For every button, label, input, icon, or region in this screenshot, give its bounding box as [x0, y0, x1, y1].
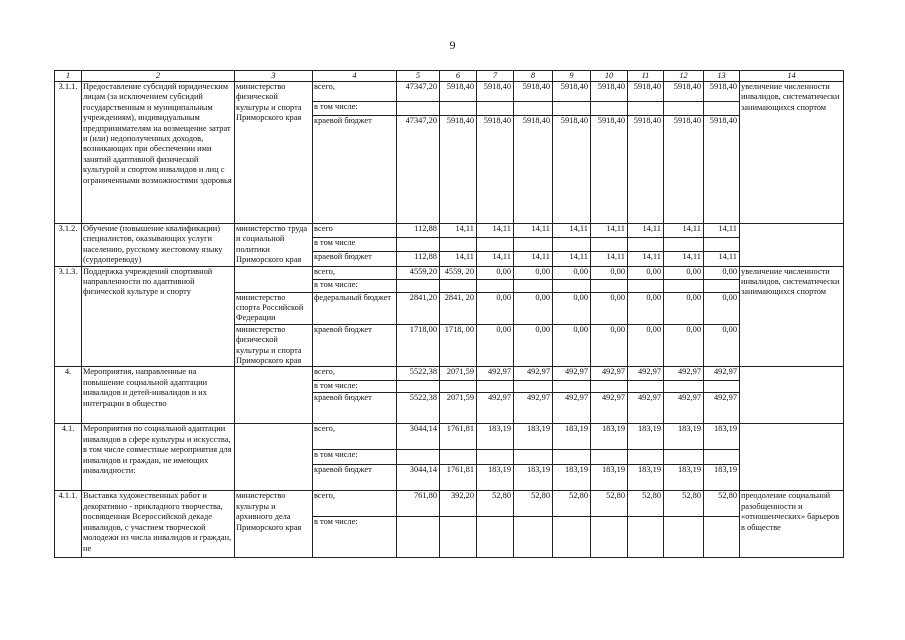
- funding-source: всего,: [313, 491, 397, 517]
- funding-source: в том числе:: [313, 381, 397, 393]
- amount-cell: [440, 102, 477, 116]
- amount-cell: 52,80: [477, 491, 514, 517]
- amount-cell: 5918,40: [704, 116, 740, 224]
- amount-cell: 52,80: [591, 491, 628, 517]
- amount-cell: 2071,59: [440, 367, 477, 381]
- amount-cell: [591, 238, 628, 252]
- amount-cell: 5918,40: [664, 82, 704, 102]
- funding-source: всего,: [313, 266, 397, 279]
- amount-cell: 5918,40: [514, 116, 553, 224]
- header-cell: 14: [740, 71, 844, 82]
- amount-cell: 0,00: [664, 266, 704, 279]
- table-row: [55, 82, 844, 102]
- amount-cell: [553, 238, 591, 252]
- table-row: [55, 266, 844, 279]
- amount-cell: 0,00: [477, 266, 514, 279]
- row-number: 4.1.: [55, 424, 82, 491]
- amount-cell: [628, 279, 664, 292]
- amount-cell: [397, 238, 440, 252]
- amount-cell: 183,19: [628, 465, 664, 491]
- funding-source: краевой бюджет: [313, 465, 397, 491]
- amount-cell: [440, 517, 477, 558]
- amount-cell: 47347,20: [397, 82, 440, 102]
- amount-cell: 14,11: [628, 252, 664, 266]
- amount-cell: 52,80: [704, 491, 740, 517]
- expected-result: [740, 367, 844, 424]
- amount-cell: 0,00: [514, 266, 553, 279]
- amount-cell: 5918,40: [704, 82, 740, 102]
- amount-cell: 492,97: [628, 367, 664, 381]
- amount-cell: 5918,40: [514, 82, 553, 102]
- amount-cell: 14,11: [664, 224, 704, 238]
- header-cell: 11: [628, 71, 664, 82]
- amount-cell: [704, 381, 740, 393]
- amount-cell: 492,97: [704, 367, 740, 381]
- expected-result: увеличение численности инвалидов, систематически занимающихся спортом: [740, 266, 844, 367]
- expected-result: увеличение численности инвалидов, систематически занимающихся спортом: [740, 82, 844, 224]
- amount-cell: 183,19: [704, 424, 740, 450]
- amount-cell: 492,97: [591, 367, 628, 381]
- header-cell: 5: [397, 71, 440, 82]
- activity-name: Мероприятия по социальной адаптации инвалидов в сфере культуры и искусства, в том числе совместные мероприятия для инвалидов и граждан, не имеющих инвалидности:: [82, 424, 235, 491]
- header-cell: 2: [82, 71, 235, 82]
- amount-cell: 14,11: [591, 252, 628, 266]
- executor: министерство труда и социальной политики Приморского края: [235, 224, 313, 267]
- amount-cell: [477, 279, 514, 292]
- activity-name: Выставка художественных работ и декоративно - прикладного творчества, посвященная Всероссийской декаде инвалидов, с участием творческой молодежи из числа инвалидов и граждан, не: [82, 491, 235, 558]
- amount-cell: 14,11: [704, 252, 740, 266]
- amount-cell: 2841,20: [397, 292, 440, 324]
- amount-cell: 14,11: [477, 252, 514, 266]
- amount-cell: 2071,59: [440, 393, 477, 424]
- amount-cell: 3044,14: [397, 424, 440, 450]
- row-number: 4.: [55, 367, 82, 424]
- funding-source: в том числе:: [313, 102, 397, 116]
- amount-cell: 492,97: [514, 393, 553, 424]
- amount-cell: [628, 381, 664, 393]
- amount-cell: 5918,40: [477, 82, 514, 102]
- funding-source: краевой бюджет: [313, 393, 397, 424]
- amount-cell: 0,00: [514, 292, 553, 324]
- amount-cell: 1761,81: [440, 465, 477, 491]
- amount-cell: [440, 381, 477, 393]
- amount-cell: [514, 450, 553, 465]
- amount-cell: [664, 238, 704, 252]
- funding-source: федеральный бюджет: [313, 292, 397, 324]
- expected-result: [740, 424, 844, 491]
- amount-cell: 492,97: [591, 393, 628, 424]
- amount-cell: 183,19: [514, 424, 553, 450]
- funding-source: краевой бюджет: [313, 116, 397, 224]
- amount-cell: 183,19: [591, 465, 628, 491]
- funding-source: краевой бюджет: [313, 324, 397, 367]
- amount-cell: [664, 517, 704, 558]
- header-cell: 13: [704, 71, 740, 82]
- header-cell: 9: [553, 71, 591, 82]
- amount-cell: [591, 279, 628, 292]
- amount-cell: 0,00: [553, 266, 591, 279]
- amount-cell: [397, 279, 440, 292]
- amount-cell: 5918,40: [591, 82, 628, 102]
- amount-cell: 392,20: [440, 491, 477, 517]
- amount-cell: 1718, 00: [440, 324, 477, 367]
- amount-cell: 0,00: [704, 292, 740, 324]
- amount-cell: 492,97: [628, 393, 664, 424]
- amount-cell: 14,11: [628, 224, 664, 238]
- activity-name: Поддержка учреждений спортивной направленности по адаптивной физической культуре и спорту: [82, 266, 235, 367]
- amount-cell: [628, 450, 664, 465]
- header-row: [55, 71, 844, 82]
- amount-cell: 5918,40: [553, 116, 591, 224]
- executor: министерство физической культуры и спорта Приморского края: [235, 324, 313, 367]
- amount-cell: 14,11: [440, 252, 477, 266]
- amount-cell: 183,19: [477, 424, 514, 450]
- amount-cell: 0,00: [664, 292, 704, 324]
- amount-cell: 4559,20: [397, 266, 440, 279]
- funding-source: краевой бюджет: [313, 252, 397, 266]
- funding-source: в том числе:: [313, 279, 397, 292]
- amount-cell: 492,97: [553, 367, 591, 381]
- amount-cell: [553, 450, 591, 465]
- amount-cell: 14,11: [591, 224, 628, 238]
- table-row: [55, 491, 844, 517]
- amount-cell: 0,00: [591, 266, 628, 279]
- amount-cell: 52,80: [553, 491, 591, 517]
- funding-source: всего: [313, 224, 397, 238]
- amount-cell: [514, 238, 553, 252]
- amount-cell: 14,11: [664, 252, 704, 266]
- amount-cell: [704, 517, 740, 558]
- amount-cell: 0,00: [591, 324, 628, 367]
- amount-cell: 14,11: [514, 224, 553, 238]
- header-cell: 7: [477, 71, 514, 82]
- amount-cell: 0,00: [664, 324, 704, 367]
- activity-name: Мероприятия, направленные на повышение социальной адаптации инвалидов и детей-инвалидов и их интеграции в общество: [82, 367, 235, 424]
- row-number: 3.1.3.: [55, 266, 82, 367]
- amount-cell: [553, 279, 591, 292]
- amount-cell: [628, 517, 664, 558]
- amount-cell: 5918,40: [664, 116, 704, 224]
- amount-cell: [553, 381, 591, 393]
- amount-cell: 492,97: [664, 367, 704, 381]
- amount-cell: 5522,38: [397, 367, 440, 381]
- header-cell: 3: [235, 71, 313, 82]
- amount-cell: [514, 279, 553, 292]
- amount-cell: 52,80: [664, 491, 704, 517]
- amount-cell: [628, 102, 664, 116]
- expected-result: преодоление социальной разобщенности и «отношенческих» барьеров в обществе: [740, 491, 844, 558]
- amount-cell: [664, 279, 704, 292]
- amount-cell: [477, 238, 514, 252]
- amount-cell: 14,11: [553, 252, 591, 266]
- header-cell: 4: [313, 71, 397, 82]
- amount-cell: 183,19: [477, 465, 514, 491]
- amount-cell: [591, 102, 628, 116]
- amount-cell: 3044,14: [397, 465, 440, 491]
- amount-cell: 183,19: [553, 424, 591, 450]
- program-table: [54, 70, 844, 558]
- amount-cell: [397, 381, 440, 393]
- amount-cell: 183,19: [553, 465, 591, 491]
- activity-name: Предоставление субсидий юридическим лицам (за исключением субсидий государственным и муниципальным учреждениям), индивидуальным предпринимателям на возмещение затрат и (или) недополученных доходов, возникающих при обеспечении ими занятий адаптивной физической культурой и спортом инвалидов и лиц с ограниченными возможностями здоровья: [82, 82, 235, 224]
- executor: [235, 424, 313, 491]
- amount-cell: 1718,00: [397, 324, 440, 367]
- amount-cell: 14,11: [440, 224, 477, 238]
- amount-cell: 14,11: [553, 224, 591, 238]
- amount-cell: 0,00: [704, 324, 740, 367]
- amount-cell: 5918,40: [440, 82, 477, 102]
- amount-cell: 112,88: [397, 252, 440, 266]
- amount-cell: 5522,38: [397, 393, 440, 424]
- table-row: [55, 424, 844, 450]
- amount-cell: [440, 238, 477, 252]
- amount-cell: [664, 381, 704, 393]
- amount-cell: 2841, 20: [440, 292, 477, 324]
- amount-cell: [514, 381, 553, 393]
- amount-cell: 183,19: [704, 465, 740, 491]
- amount-cell: 5918,40: [553, 82, 591, 102]
- activity-name: Обучение (повышение квалификации) специалистов, оказывающих услуги населению, русскому жестовому языку (сурдопереводу): [82, 224, 235, 267]
- funding-source: в том числе:: [313, 450, 397, 465]
- executor: министерство спорта Российской Федерации: [235, 292, 313, 324]
- header-cell: 1: [55, 71, 82, 82]
- funding-source: в том числе:: [313, 517, 397, 558]
- funding-source: всего,: [313, 82, 397, 102]
- amount-cell: 0,00: [628, 266, 664, 279]
- amount-cell: [628, 238, 664, 252]
- amount-cell: [704, 450, 740, 465]
- amount-cell: [440, 279, 477, 292]
- amount-cell: [477, 450, 514, 465]
- amount-cell: [704, 102, 740, 116]
- amount-cell: [397, 517, 440, 558]
- amount-cell: [514, 517, 553, 558]
- amount-cell: 492,97: [477, 367, 514, 381]
- amount-cell: 183,19: [664, 465, 704, 491]
- amount-cell: [591, 381, 628, 393]
- funding-source: в том числе: [313, 238, 397, 252]
- amount-cell: 1761,81: [440, 424, 477, 450]
- funding-source: всего,: [313, 367, 397, 381]
- amount-cell: [514, 102, 553, 116]
- amount-cell: [397, 450, 440, 465]
- amount-cell: [704, 238, 740, 252]
- amount-cell: 14,11: [477, 224, 514, 238]
- amount-cell: 492,97: [664, 393, 704, 424]
- amount-cell: 14,11: [514, 252, 553, 266]
- amount-cell: [591, 450, 628, 465]
- amount-cell: 183,19: [591, 424, 628, 450]
- amount-cell: 183,19: [628, 424, 664, 450]
- amount-cell: [591, 517, 628, 558]
- amount-cell: [477, 517, 514, 558]
- amount-cell: 761,80: [397, 491, 440, 517]
- executor: министерство культуры и архивного дела Приморского края: [235, 491, 313, 558]
- amount-cell: [477, 102, 514, 116]
- row-number: 3.1.2.: [55, 224, 82, 267]
- header-cell: 10: [591, 71, 628, 82]
- amount-cell: 183,19: [664, 424, 704, 450]
- amount-cell: 492,97: [704, 393, 740, 424]
- header-cell: 8: [514, 71, 553, 82]
- amount-cell: 52,80: [628, 491, 664, 517]
- amount-cell: 492,97: [514, 367, 553, 381]
- table-row: [55, 367, 844, 381]
- amount-cell: 0,00: [514, 324, 553, 367]
- amount-cell: [553, 517, 591, 558]
- amount-cell: 183,19: [514, 465, 553, 491]
- amount-cell: 0,00: [553, 292, 591, 324]
- header-cell: 6: [440, 71, 477, 82]
- executor: [235, 367, 313, 424]
- amount-cell: 112,88: [397, 224, 440, 238]
- amount-cell: 0,00: [628, 324, 664, 367]
- amount-cell: [664, 450, 704, 465]
- executor: министерство физической культуры и спорта Приморского края: [235, 82, 313, 224]
- amount-cell: [664, 102, 704, 116]
- amount-cell: 5918,40: [628, 116, 664, 224]
- amount-cell: [440, 450, 477, 465]
- executor: [235, 266, 313, 292]
- amount-cell: 52,80: [514, 491, 553, 517]
- header-cell: 12: [664, 71, 704, 82]
- amount-cell: [397, 102, 440, 116]
- row-number: 4.1.1.: [55, 491, 82, 558]
- amount-cell: 5918,40: [477, 116, 514, 224]
- table-row: [55, 224, 844, 238]
- amount-cell: [553, 102, 591, 116]
- page-number: 9: [449, 38, 456, 52]
- amount-cell: 5918,40: [628, 82, 664, 102]
- amount-cell: 492,97: [553, 393, 591, 424]
- amount-cell: 5918,40: [440, 116, 477, 224]
- amount-cell: 0,00: [704, 266, 740, 279]
- amount-cell: 5918,40: [591, 116, 628, 224]
- amount-cell: 47347,20: [397, 116, 440, 224]
- amount-cell: 14,11: [704, 224, 740, 238]
- amount-cell: 0,00: [591, 292, 628, 324]
- funding-source: всего,: [313, 424, 397, 450]
- expected-result: [740, 224, 844, 267]
- amount-cell: 0,00: [553, 324, 591, 367]
- amount-cell: [704, 279, 740, 292]
- amount-cell: 0,00: [477, 324, 514, 367]
- amount-cell: [477, 381, 514, 393]
- row-number: 3.1.1.: [55, 82, 82, 224]
- amount-cell: 492,97: [477, 393, 514, 424]
- amount-cell: 0,00: [477, 292, 514, 324]
- amount-cell: 4559, 20: [440, 266, 477, 279]
- amount-cell: 0,00: [628, 292, 664, 324]
